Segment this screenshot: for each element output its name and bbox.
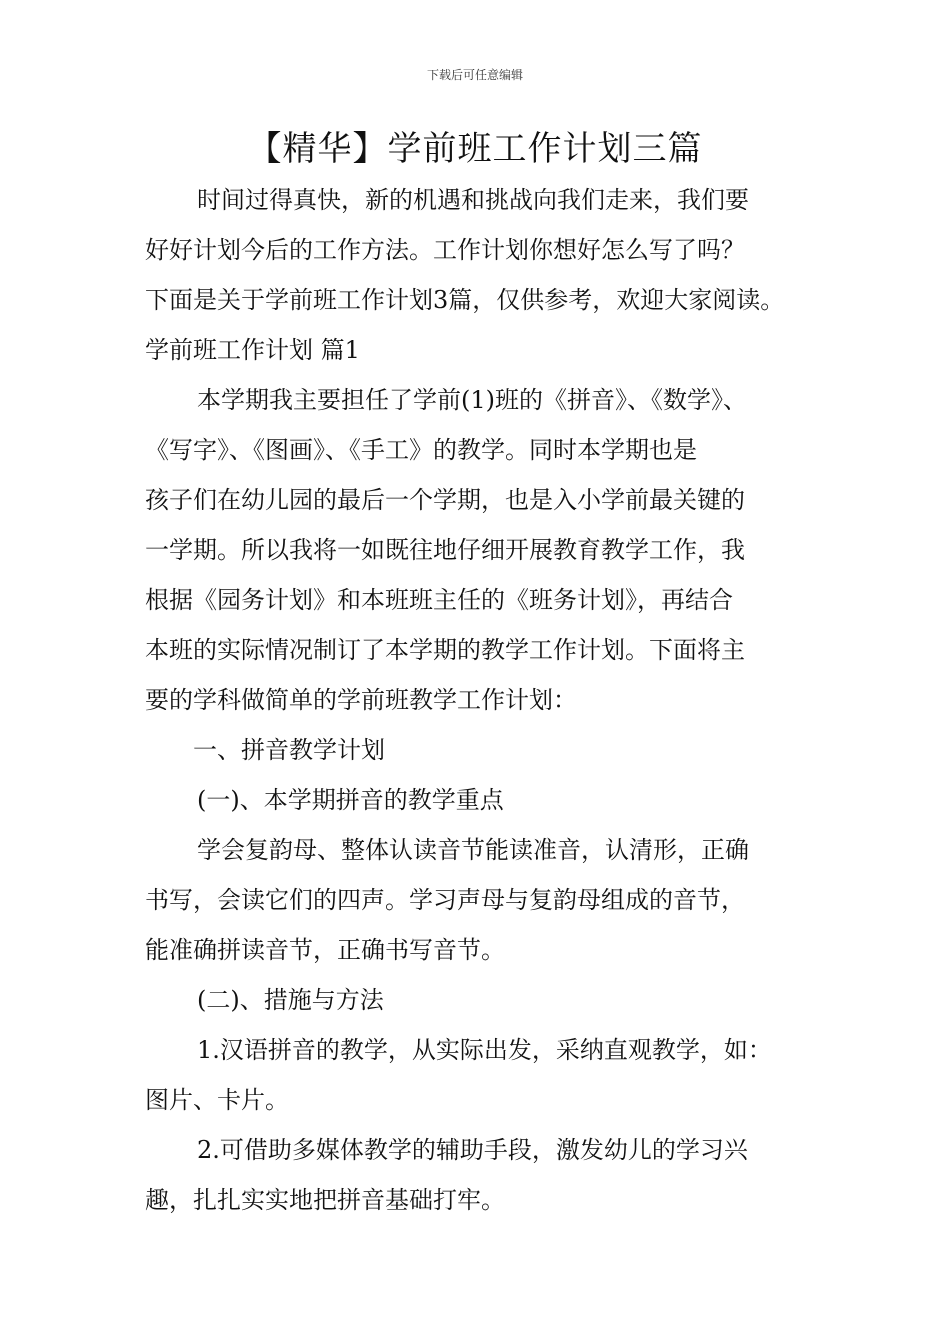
body-line: 好好计划今后的工作方法。工作计划你想好怎么写了吗？	[145, 236, 745, 264]
section-heading: 学前班工作计划 篇1	[145, 336, 360, 364]
body-line: 2.可借助多媒体教学的辅助手段，激发幼儿的学习兴	[197, 1136, 748, 1164]
body-line: 书写，会读它们的四声。学习声母与复韵母组成的音节，	[145, 886, 745, 914]
body-line: 《写字》、《图画》、《手工》的教学。同时本学期也是	[145, 436, 697, 464]
body-line: 1.汉语拼音的教学，从实际出发，采纳直观教学，如：	[197, 1036, 772, 1064]
body-line: 能准确拼读音节，正确书写音节。	[145, 936, 505, 964]
body-line: 根据《园务计划》和本班班主任的《班务计划》，再结合	[145, 586, 733, 614]
body-line: 一学期。所以我将一如既往地仔细开展教育教学工作，我	[145, 536, 745, 564]
body-line: 孩子们在幼儿园的最后一个学期，也是入小学前最关键的	[145, 486, 745, 514]
body-line: 本学期我主要担任了学前(1)班的《拼音》、《数学》、	[197, 386, 747, 414]
body-line: 下面是关于学前班工作计划3篇，仅供参考，欢迎大家阅读。	[145, 286, 785, 314]
body-line: 本班的实际情况制订了本学期的教学工作计划。下面将主	[145, 636, 745, 664]
document-body	[145, 175, 817, 1225]
body-line: 时间过得真快，新的机遇和挑战向我们走来，我们要	[197, 186, 749, 214]
subsection-heading: 一、拼音教学计划	[193, 736, 385, 764]
header-note: 下载后可任意编辑	[426, 68, 523, 82]
document-title: 【精华】学前班工作计划三篇	[247, 129, 703, 169]
subsection-heading: (一)、本学期拼音的教学重点	[197, 786, 504, 814]
body-line: 图片、卡片。	[145, 1086, 289, 1114]
body-line: 要的学科做简单的学前班教学工作计划：	[145, 686, 577, 714]
subsection-heading: (二)、措施与方法	[197, 986, 384, 1014]
body-line: 趣，扎扎实实地把拼音基础打牢。	[145, 1186, 505, 1214]
body-line: 学会复韵母、整体认读音节能读准音，认清形，正确	[197, 836, 749, 864]
